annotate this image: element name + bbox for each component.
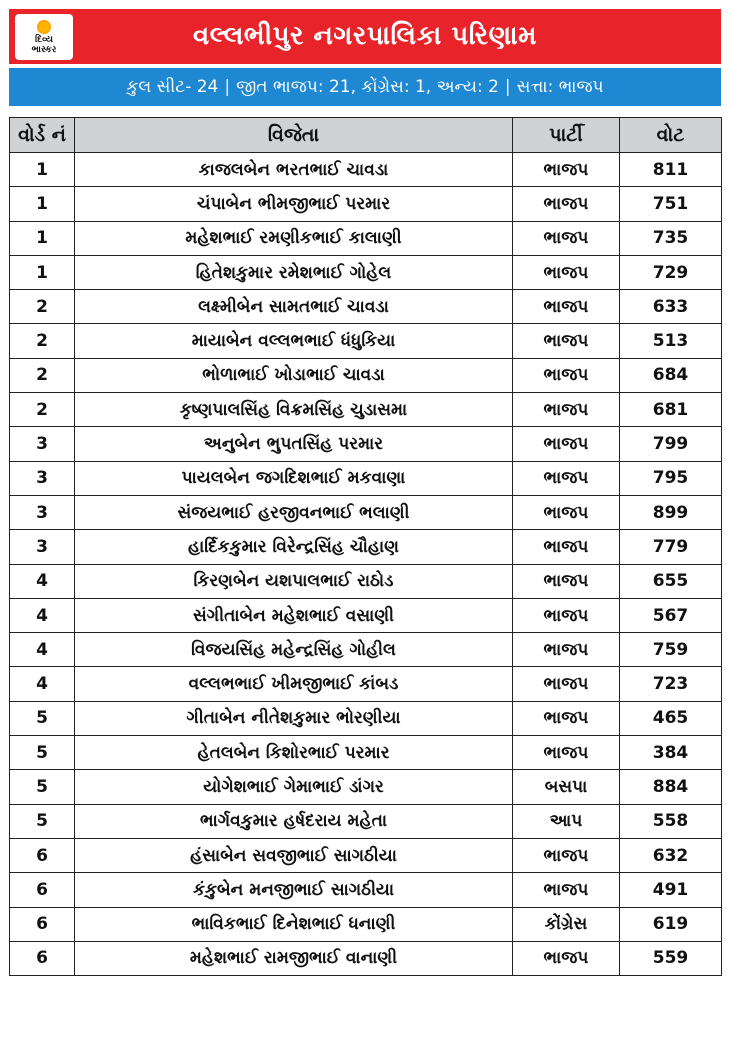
votes-cell: 759: [620, 633, 722, 667]
table-row: [10, 838, 722, 872]
party-cell: ભાજપ: [513, 324, 620, 358]
votes-cell: 655: [620, 564, 722, 598]
logo-line1: દિવ્ય: [35, 34, 53, 45]
ward-cell: 5: [10, 804, 75, 838]
votes-cell: 751: [620, 187, 722, 221]
party-cell: ભાજપ: [513, 701, 620, 735]
ward-cell: 3: [10, 461, 75, 495]
votes-cell: 723: [620, 667, 722, 701]
votes-cell: 619: [620, 907, 722, 941]
total-seats: કુલ સીટ- 24: [126, 77, 219, 97]
ward-cell: 2: [10, 358, 75, 392]
table-row: [10, 358, 722, 392]
header-votes: વોટ: [620, 118, 722, 153]
header-banner: [9, 9, 721, 64]
table-row: [10, 736, 722, 770]
votes-cell: 884: [620, 770, 722, 804]
table-row: [10, 255, 722, 289]
header-party: પાર્ટી: [513, 118, 620, 153]
table-row: [10, 941, 722, 975]
winner-cell: હંસાબેન સવજીભાઈ સાગઠીયા: [75, 838, 513, 872]
party-cell: ભાજપ: [513, 221, 620, 255]
votes-cell: 558: [620, 804, 722, 838]
table-row: [10, 495, 722, 529]
winner-cell: પાયલબેન જગદિશભાઈ મકવાણા: [75, 461, 513, 495]
table-row: [10, 530, 722, 564]
votes-cell: 465: [620, 701, 722, 735]
votes-cell: 899: [620, 495, 722, 529]
ward-cell: 6: [10, 838, 75, 872]
party-cell: ભાજપ: [513, 290, 620, 324]
votes-cell: 384: [620, 736, 722, 770]
votes-cell: 795: [620, 461, 722, 495]
table-row: [10, 187, 722, 221]
separator: |: [224, 77, 231, 97]
winner-cell: વિજયસિંહ મહેન્દ્રસિંહ ગોહીલ: [75, 633, 513, 667]
ward-cell: 5: [10, 701, 75, 735]
votes-cell: 681: [620, 393, 722, 427]
winner-cell: ચંપાબેન ભીમજીભાઈ પરમાર: [75, 187, 513, 221]
party-cell: આપ: [513, 804, 620, 838]
ward-cell: 3: [10, 427, 75, 461]
winner-cell: કૃષ્ણપાલસિંહ વિક્રમસિંહ ચુડાસમા: [75, 393, 513, 427]
divya-bhaskar-logo: [15, 14, 73, 60]
party-cell: ભાજપ: [513, 187, 620, 221]
table-row: [10, 804, 722, 838]
table-row: [10, 564, 722, 598]
party-cell: કોંગ્રેસ: [513, 907, 620, 941]
winner-cell: મહેશભાઈ રમણીકભાઈ કાલાણી: [75, 221, 513, 255]
party-cell: ભાજપ: [513, 564, 620, 598]
table-row: [10, 907, 722, 941]
table-row: [10, 873, 722, 907]
votes-cell: 633: [620, 290, 722, 324]
table-row: [10, 633, 722, 667]
winner-cell: ગીતાબેન નીતેશકુમાર ભોરણીયા: [75, 701, 513, 735]
won-seats: જીત ભાજપ: 21, કોંગ્રેસ: 1, અન્ય: 2: [236, 77, 499, 97]
winner-cell: અનુબેન ભુપતસિંહ પરમાર: [75, 427, 513, 461]
table-row: [10, 701, 722, 735]
table-header-row: [10, 118, 722, 153]
ward-cell: 4: [10, 598, 75, 632]
party-cell: ભાજપ: [513, 461, 620, 495]
party-cell: ભાજપ: [513, 358, 620, 392]
ward-cell: 1: [10, 153, 75, 187]
votes-cell: 559: [620, 941, 722, 975]
ward-cell: 4: [10, 633, 75, 667]
table-row: [10, 221, 722, 255]
ward-cell: 6: [10, 941, 75, 975]
sun-icon: [37, 20, 51, 34]
table-row: [10, 393, 722, 427]
ward-cell: 5: [10, 770, 75, 804]
winner-cell: માયાબેન વલ્લભભાઈ ધંધુકિયા: [75, 324, 513, 358]
votes-cell: 567: [620, 598, 722, 632]
party-cell: ભાજપ: [513, 598, 620, 632]
party-cell: ભાજપ: [513, 153, 620, 187]
winner-cell: ભાર્ગવકુમાર હર્ષદરાય મહેતા: [75, 804, 513, 838]
table-row: [10, 324, 722, 358]
ward-cell: 4: [10, 564, 75, 598]
ward-cell: 1: [10, 255, 75, 289]
party-cell: ભાજપ: [513, 530, 620, 564]
votes-cell: 729: [620, 255, 722, 289]
winner-cell: મહેશભાઈ રામજીભાઈ વાનાણી: [75, 941, 513, 975]
summary-bar: [9, 68, 721, 106]
party-cell: ભાજપ: [513, 393, 620, 427]
votes-cell: 632: [620, 838, 722, 872]
table-row: [10, 290, 722, 324]
winner-cell: હિતેશકુમાર રમેશભાઈ ગોહેલ: [75, 255, 513, 289]
winner-cell: કિરણબેન યશપાલભાઈ રાઠોડ: [75, 564, 513, 598]
party-cell: ભાજપ: [513, 427, 620, 461]
winner-cell: કંકુબેન મનજીભાઈ સાગઠીયા: [75, 873, 513, 907]
ward-cell: 5: [10, 736, 75, 770]
ward-cell: 1: [10, 221, 75, 255]
table-row: [10, 770, 722, 804]
votes-cell: 799: [620, 427, 722, 461]
votes-cell: 811: [620, 153, 722, 187]
ward-cell: 6: [10, 873, 75, 907]
ruling-party: સત્તા: ભાજપ: [516, 77, 604, 97]
table-row: [10, 461, 722, 495]
party-cell: બસપા: [513, 770, 620, 804]
votes-cell: 491: [620, 873, 722, 907]
header-winner: વિજેતા: [75, 118, 513, 153]
winner-cell: લક્ષ્મીબેન સામતભાઈ ચાવડા: [75, 290, 513, 324]
logo-line2: ભાસ્કર: [31, 44, 57, 55]
winner-cell: હેતલબેન કિશોરભાઈ પરમાર: [75, 736, 513, 770]
winner-cell: કાજલબેન ભરતભાઈ ચાવડા: [75, 153, 513, 187]
ward-cell: 6: [10, 907, 75, 941]
winner-cell: સંગીતાબેન મહેશભાઈ વસાણી: [75, 598, 513, 632]
votes-cell: 513: [620, 324, 722, 358]
page-title: વલ્લભીપુર નગરપાલિકા પરિણામ: [193, 21, 537, 51]
ward-cell: 3: [10, 530, 75, 564]
party-cell: ભાજપ: [513, 255, 620, 289]
header-ward: વોર્ડ નં: [10, 118, 75, 153]
table-row: [10, 153, 722, 187]
party-cell: ભાજપ: [513, 941, 620, 975]
ward-cell: 4: [10, 667, 75, 701]
party-cell: ભાજપ: [513, 838, 620, 872]
party-cell: ભાજપ: [513, 736, 620, 770]
ward-cell: 1: [10, 187, 75, 221]
separator: |: [504, 77, 511, 97]
party-cell: ભાજપ: [513, 873, 620, 907]
ward-cell: 2: [10, 290, 75, 324]
ward-cell: 3: [10, 495, 75, 529]
votes-cell: 684: [620, 358, 722, 392]
table-row: [10, 427, 722, 461]
votes-cell: 735: [620, 221, 722, 255]
winner-cell: હાર્દિકકુમાર વિરેન્દ્રસિંહ ચૌહાણ: [75, 530, 513, 564]
party-cell: ભાજપ: [513, 633, 620, 667]
winner-cell: ભાવિકભાઈ દિનેશભાઈ ધનાણી: [75, 907, 513, 941]
table-row: [10, 667, 722, 701]
results-table: [9, 117, 722, 976]
ward-cell: 2: [10, 393, 75, 427]
winner-cell: યોગેશભાઈ ગેમાભાઈ ડાંગર: [75, 770, 513, 804]
ward-cell: 2: [10, 324, 75, 358]
party-cell: ભાજપ: [513, 667, 620, 701]
winner-cell: ભોળાભાઈ ખોડાભાઈ ચાવડા: [75, 358, 513, 392]
winner-cell: વલ્લભભાઈ ખીમજીભાઈ કાંબડ: [75, 667, 513, 701]
party-cell: ભાજપ: [513, 495, 620, 529]
votes-cell: 779: [620, 530, 722, 564]
table-row: [10, 598, 722, 632]
winner-cell: સંજયભાઈ હરજીવનભાઈ ભલાણી: [75, 495, 513, 529]
